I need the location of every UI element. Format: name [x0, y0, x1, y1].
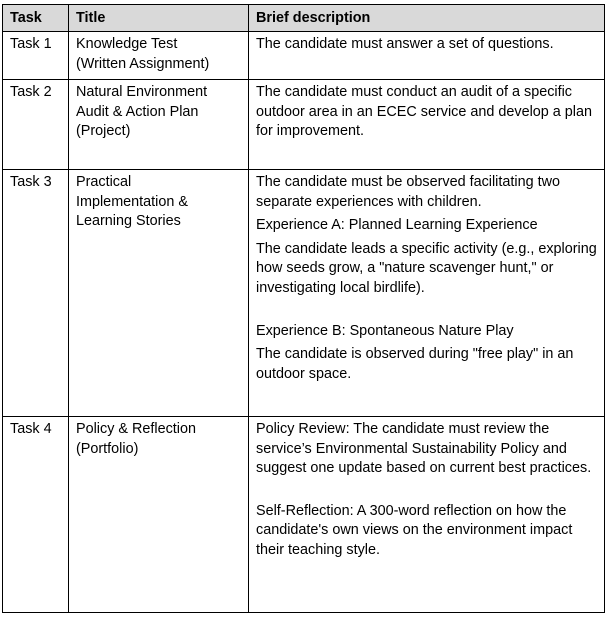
header-task: Task	[3, 5, 69, 32]
header-description: Brief description	[249, 5, 605, 32]
description-paragraph: The candidate must be observed facilitating two separate experiences with children.	[256, 174, 560, 210]
header-row	[3, 5, 605, 32]
task-cell: Task 1	[3, 32, 69, 80]
description-paragraph: The candidate is observed during "free play" in an outdoor space.	[256, 346, 574, 382]
self-reflection-paragraph: Self-Reflection: A 300-word reflection on how the candidate's own views on the environment impact their teaching style.	[256, 502, 573, 558]
description-paragraph: The candidate must answer a set of questions.	[256, 36, 554, 52]
description-cell	[249, 32, 605, 80]
description-cell	[249, 170, 605, 417]
title-line: Natural Environment	[76, 84, 208, 100]
task-cell: Task 4	[3, 417, 69, 613]
title-line: Learning Stories	[76, 213, 181, 230]
title-line: Implementation &	[76, 193, 188, 210]
task-cell: Task 3	[3, 170, 69, 417]
title-line: Practical	[76, 174, 132, 190]
description-paragraph: The candidate leads a specific activity (e.g., exploring how seeds grow, a "nature scavenger hunt," or investigating local birdlife).	[256, 240, 597, 296]
title-cell	[69, 170, 249, 417]
experience-b-heading: Experience B: Spontaneous Nature Play	[256, 322, 514, 339]
title-line: (Project)	[76, 123, 131, 140]
policy-review-paragraph: Policy Review: The candidate must review the service’s Environmental Sustainability Policy and suggest one update based on current best practices.	[256, 421, 592, 477]
title-line: (Written Assignment)	[76, 55, 210, 72]
title-line: Audit & Action Plan	[76, 103, 199, 120]
task-cell: Task 2	[3, 80, 69, 170]
table-row	[3, 32, 605, 80]
header-title: Title	[69, 5, 249, 32]
title-line: Knowledge Test	[76, 36, 178, 52]
experience-a-heading: Experience A: Planned Learning Experience	[256, 217, 538, 234]
table-row	[3, 80, 605, 170]
description-cell	[249, 417, 605, 613]
assessment-tasks-table	[2, 4, 605, 613]
table-row	[3, 170, 605, 417]
title-cell	[69, 80, 249, 170]
description-paragraph: The candidate must conduct an audit of a specific outdoor area in an ECEC service and develop a plan for improvement.	[256, 84, 592, 140]
title-line: Policy & Reflection	[76, 421, 196, 437]
title-line: (Portfolio)	[76, 440, 139, 457]
description-cell	[249, 80, 605, 170]
table-row	[3, 417, 605, 613]
title-cell	[69, 417, 249, 613]
title-cell	[69, 32, 249, 80]
